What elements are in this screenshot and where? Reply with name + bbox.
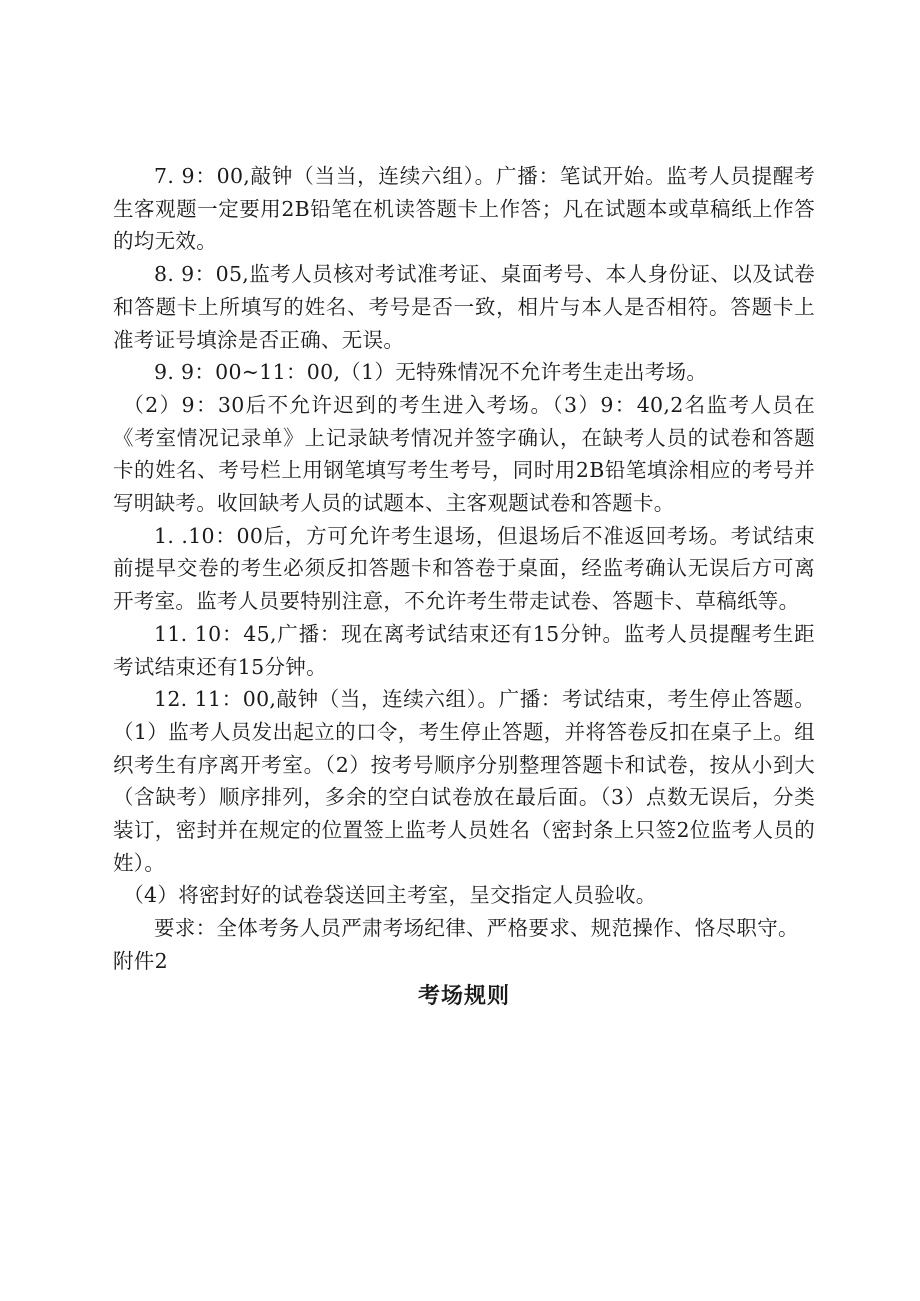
- paragraph-item-8: 8. 9：05,监考人员核对考试准考证、桌面考号、本人身份证、以及试卷和答题卡上所填写的姓名、考号是否一致，相片与本人是否相符。答题卡上准考证号填涂是否正确、无误。: [113, 262, 815, 352]
- paragraph-item-10: 1. .10：00后，方可允许考生退场，但退场后不准返回考场。考试结束前提早交卷的考生必须反扣答题卡和答卷于桌面，经监考确认无误后方可离开考室。监考人员要特别注意，不允许考生带走试卷、答题卡、草稿纸等。: [113, 523, 815, 614]
- section-title: 考场规则: [417, 983, 510, 1009]
- paragraph-item-7: 7. 9：00,敲钟（当当，连续六组）。广播：笔试开始。监考人员提醒考生客观题一定要用2B铅笔在机读答题卡上作答；凡在试题本或草稿纸上作答的均无效。: [113, 164, 815, 254]
- paragraph-item-11: 11. 10：45,广播：现在离考试结束还有15分钟。监考人员提醒考生距考试结束还有15分钟。: [113, 621, 815, 679]
- paragraph-item-9: 9. 9：00~11：00,（1）无特殊情况不允许考生走出考场。: [154, 360, 708, 385]
- paragraph-item-9-continued: （2）9：30后不允许迟到的考生进入考场。（3）9：40,2名监考人员在《考室情况记录单》上记录缺考情况并签字确认，在缺考人员的试卷和答题卡的姓名、考号栏上用钢笔填写考生考号，同时用2B铅笔填涂相应的考号并写明缺考。收回缺考人员的试题本、主客观题试卷和答题卡。: [113, 392, 815, 516]
- document-page: [113, 160, 815, 1014]
- paragraph-item-12: 12. 11：00,敲钟（当，连续六组）。广播：考试结束，考生停止答题。（1）监考人员发出起立的口令，考生停止答题，并将答卷反扣在桌子上。组织考生有序离开考室。（2）按考号顺序分别整理答题卡和试卷，按从小到大（含缺考）顺序排列，多余的空白试卷放在最后面。（3）点数无误后，分类装订，密封并在规定的位置签上监考人员姓名（密封条上只签2位监考人员的姓）。: [113, 687, 815, 875]
- paragraph-requirements: 要求：全体考务人员严肃考场纪律、严格要求、规范操作、恪尽职守。: [154, 916, 799, 941]
- annex-label: 附件2: [113, 948, 168, 973]
- paragraph-item-12-continued: （4）将密封好的试卷袋送回主考室，呈交指定人员验收。: [123, 883, 657, 908]
